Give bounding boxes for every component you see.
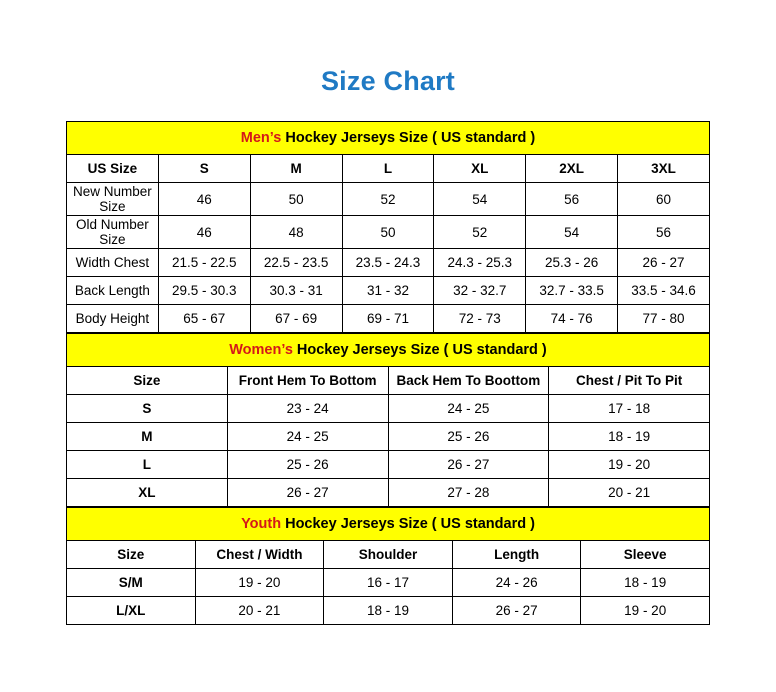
womens-cell-1-2: 18 - 19 [549,423,710,451]
mens-cell-2-2: 23.5 - 24.3 [342,249,434,277]
table-row [67,479,710,507]
mens-cell-3-3: 32 - 32.7 [434,277,526,305]
youth-cell-1-3: 19 - 20 [581,597,710,625]
mens-cell-1-2: 50 [342,216,434,249]
mens-row-label-0: New Number Size [67,183,159,216]
youth-row-label-0: S/M [67,569,196,597]
womens-row-label-2: L [67,451,228,479]
youth-col-header-3: Length [452,541,581,569]
mens-cell-2-0: 21.5 - 22.5 [158,249,250,277]
size-tables-container [66,97,710,625]
youth-cell-1-2: 26 - 27 [452,597,581,625]
youth-cell-0-0: 19 - 20 [195,569,324,597]
womens-col-header-0: Size [67,367,228,395]
womens-cell-1-0: 24 - 25 [227,423,388,451]
table-row [67,451,710,479]
youth-col-header-0: Size [67,541,196,569]
mens-section-header [67,122,710,155]
womens-section-header-row [67,334,710,367]
youth-col-header-4: Sleeve [581,541,710,569]
table-row [67,423,710,451]
mens-cell-0-2: 52 [342,183,434,216]
womens-size-table [66,333,710,507]
table-row [67,597,710,625]
womens-cell-2-1: 26 - 27 [388,451,549,479]
womens-cell-2-0: 25 - 26 [227,451,388,479]
womens-section-header-rest: Hockey Jerseys Size ( US standard ) [292,342,547,358]
youth-section-header-rest: Hockey Jerseys Size ( US standard ) [281,516,535,532]
mens-cell-0-5: 60 [618,183,710,216]
womens-cell-0-0: 23 - 24 [227,395,388,423]
mens-cell-4-1: 67 - 69 [250,305,342,333]
youth-cell-0-1: 16 - 17 [324,569,453,597]
mens-section-header-rest: Hockey Jerseys Size ( US standard ) [281,130,536,146]
mens-cell-3-1: 30.3 - 31 [250,277,342,305]
mens-cell-2-5: 26 - 27 [618,249,710,277]
mens-cell-2-1: 22.5 - 23.5 [250,249,342,277]
youth-cell-1-0: 20 - 21 [195,597,324,625]
womens-row-label-3: XL [67,479,228,507]
youth-cell-1-1: 18 - 19 [324,597,453,625]
mens-col-header-6: 3XL [618,155,710,183]
womens-cell-3-1: 27 - 28 [388,479,549,507]
youth-cell-0-2: 24 - 26 [452,569,581,597]
mens-row-label-3: Back Length [67,277,159,305]
mens-cell-1-0: 46 [158,216,250,249]
youth-section-header-accent: Youth [241,516,282,532]
youth-col-header-2: Shoulder [324,541,453,569]
youth-col-header-1: Chest / Width [195,541,324,569]
youth-section-header [67,508,710,541]
mens-cell-3-0: 29.5 - 30.3 [158,277,250,305]
womens-cell-2-2: 19 - 20 [549,451,710,479]
womens-cell-3-0: 26 - 27 [227,479,388,507]
mens-cell-1-5: 56 [618,216,710,249]
mens-cell-3-5: 33.5 - 34.6 [618,277,710,305]
mens-cell-2-3: 24.3 - 25.3 [434,249,526,277]
youth-section-header-row [67,508,710,541]
page-title: Size Chart [320,66,456,96]
mens-cell-0-4: 56 [526,183,618,216]
mens-cell-4-0: 65 - 67 [158,305,250,333]
womens-section-header [67,334,710,367]
mens-row-label-4: Body Height [67,305,159,333]
table-row [67,395,710,423]
mens-cell-1-4: 54 [526,216,618,249]
youth-size-table [66,507,710,625]
womens-cell-1-1: 25 - 26 [388,423,549,451]
table-row [67,216,710,249]
mens-cell-2-4: 25.3 - 26 [526,249,618,277]
youth-cell-0-3: 18 - 19 [581,569,710,597]
mens-row-label-2: Width Chest [67,249,159,277]
table-row [67,305,710,333]
womens-row-label-1: M [67,423,228,451]
mens-row-label-1: Old Number Size [67,216,159,249]
mens-cell-4-4: 74 - 76 [526,305,618,333]
womens-cell-0-1: 24 - 25 [388,395,549,423]
mens-cell-0-3: 54 [434,183,526,216]
womens-col-header-3: Chest / Pit To Pit [549,367,710,395]
mens-col-header-2: M [250,155,342,183]
mens-col-header-1: S [158,155,250,183]
mens-col-header-5: 2XL [526,155,618,183]
table-row [67,277,710,305]
table-row [67,249,710,277]
womens-section-header-accent: Women’s [229,342,293,358]
mens-cell-0-1: 50 [250,183,342,216]
mens-cell-4-3: 72 - 73 [434,305,526,333]
mens-cell-1-1: 48 [250,216,342,249]
table-row [67,183,710,216]
mens-cell-3-2: 31 - 32 [342,277,434,305]
womens-col-header-1: Front Hem To Bottom [227,367,388,395]
womens-cell-3-2: 20 - 21 [549,479,710,507]
mens-cell-1-3: 52 [434,216,526,249]
womens-cell-0-2: 17 - 18 [549,395,710,423]
table-row [67,569,710,597]
mens-section-header-accent: Men’s [240,130,282,146]
mens-col-header-3: L [342,155,434,183]
mens-cell-4-5: 77 - 80 [618,305,710,333]
mens-col-header-4: XL [434,155,526,183]
mens-column-header-row [67,155,710,183]
mens-cell-0-0: 46 [158,183,250,216]
womens-col-header-2: Back Hem To Boottom [388,367,549,395]
womens-column-header-row [67,367,710,395]
youth-row-label-1: L/XL [67,597,196,625]
womens-row-label-0: S [67,395,228,423]
mens-cell-4-2: 69 - 71 [342,305,434,333]
mens-col-header-0: US Size [67,155,159,183]
mens-section-header-row [67,122,710,155]
mens-cell-3-4: 32.7 - 33.5 [526,277,618,305]
mens-size-table [66,121,710,333]
youth-column-header-row [67,541,710,569]
